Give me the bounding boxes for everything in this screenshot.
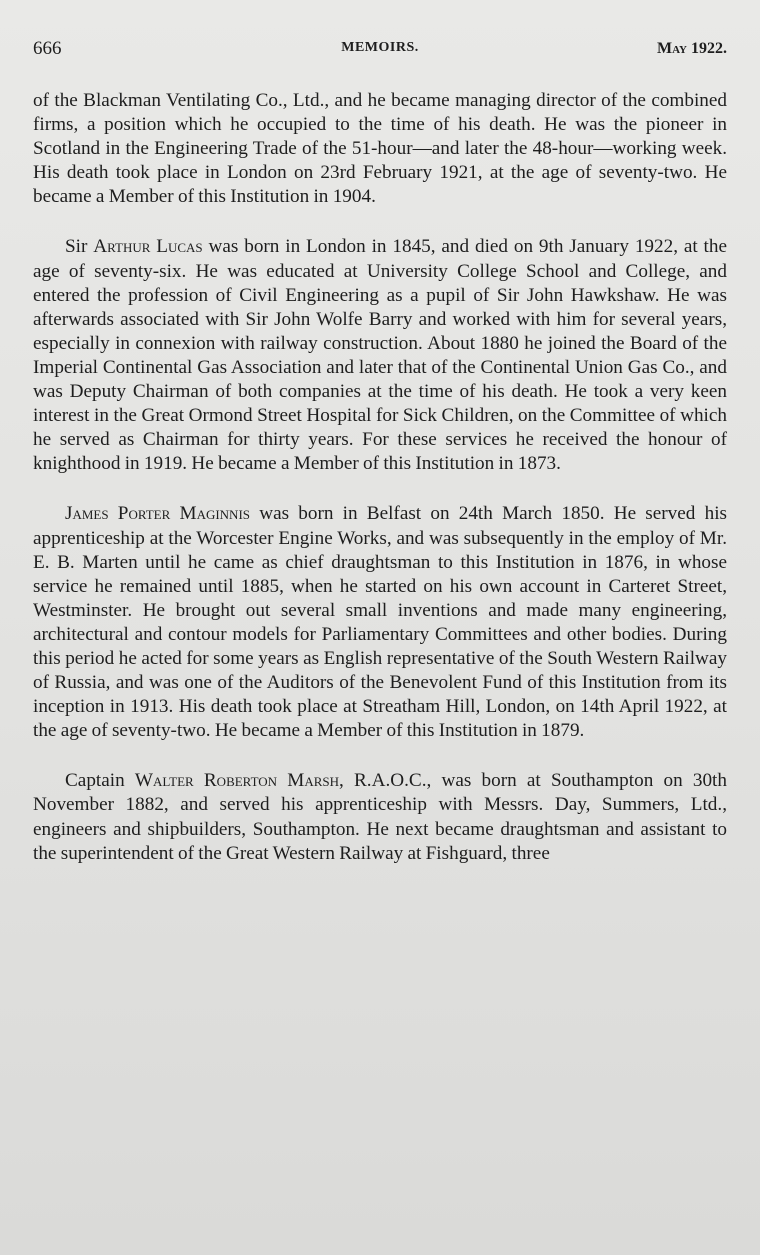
name-prefix: Sir	[65, 236, 94, 258]
memoir-body	[33, 89, 727, 866]
paragraph-text: was born in London in 1845, and died on 9th January 1922, at the age of seventy-six. He was educated at University College School and College, and entered the profession of Civil Engineering as a pupil of Sir John Hawkshaw. He was afterwards associated with Sir John Wolfe Barry and worked with him for several years, especially in connexion with railway construction. About 1880 he joined the Board of the Imperial Continental Gas Association and later that of the Continental Union Gas Co., and was Deputy Chairman of both companies at the time of his death. He took a very keen interest in the Great Ormond Street Hospital for Sick Children, on the Committee of which he served as Chairman for thirty years. For these services he received the honour of knighthood in 1919. He became a Member of this Institution in 1873.	[33, 236, 727, 475]
person-name: Walter Roberton Marsh	[134, 770, 339, 792]
person-name: James Porter Maginnis	[65, 503, 251, 525]
issue-date: May 1922.	[657, 40, 727, 57]
paragraph-text: , R.A.O.C., was born at Southampton on 30th November 1882, and served his apprenticeship with Messrs. Day, Summers, Ltd., engineers and shipbuilders, Southampton. He next became draughtsman and assistant to the superintendent of the Great Western Railway at Fishguard, three	[33, 770, 727, 864]
paragraph-gap	[33, 743, 727, 769]
section-title: MEMOIRS.	[341, 40, 419, 55]
paragraph-gap	[33, 209, 727, 235]
paragraph-gap	[33, 476, 727, 502]
name-prefix: Captain	[65, 770, 135, 792]
memoir-arthur-lucas	[33, 235, 727, 476]
memoir-continuation	[33, 89, 727, 209]
person-name: Arthur Lucas	[93, 236, 203, 258]
memoir-walter-roberton-marsh	[33, 769, 727, 865]
paragraph-text: was born in Belfast on 24th March 1850. He served his apprenticeship at the Worcester Engine Works, and was subsequently in the employ of Mr. E. B. Marten until he came as chief draughtsman to this Institution in 1876, in whose service he remained until 1885, when he started on his own account in Carteret Street, Westminster. He brought out several small inventions and made many engineering, architectural and contour models for Parliamentary Committees and other bodies. During this period he acted for some years as English representative of the South Western Railway of Russia, and was one of the Auditors of the Benevolent Fund of this Institution from its inception in 1913. His death took place at Streatham Hill, London, on 14th April 1922, at the age of seventy-two. He became a Member of this Institution in 1879.	[33, 503, 727, 742]
paragraph-text: of the Blackman Ventilating Co., Ltd., and he became managing director of the combined firms, a position which he occupied to the time of his death. He was the pioneer in Scotland in the Engineering Trade of the 51-hour—and later the 48-hour—working week. His death took place in London on 23rd February 1921, at the age of seventy-two. He became a Member of this Institution in 1904.	[33, 90, 727, 208]
page-number: 666	[33, 38, 62, 59]
running-header	[33, 38, 727, 62]
memoir-james-porter-maginnis	[33, 502, 727, 743]
